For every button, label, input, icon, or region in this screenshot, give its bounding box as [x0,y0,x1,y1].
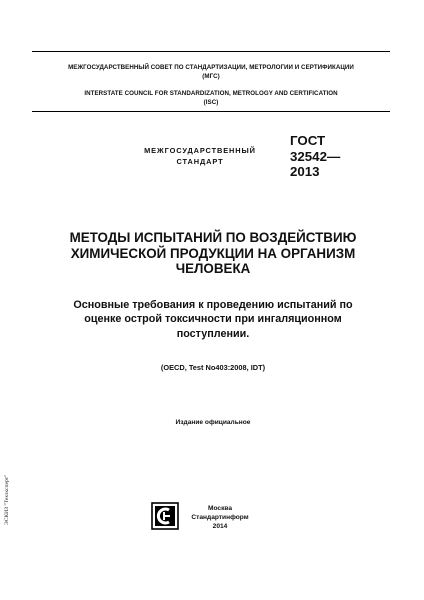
council-ru [32,63,390,81]
standard-label-line2: СТАНДАРТ [176,157,224,166]
side-watermark-note: ЭСКИЗ "Техэксперт" [4,474,10,525]
middle-rule [32,111,390,112]
standard-label-line1: МЕЖГОСУДАРСТВЕННЫЙ [144,146,256,155]
title-line1: МЕТОДЫ ИСПЫТАНИЙ ПО ВОЗДЕЙСТВИЮ [69,230,357,245]
oecd-reference: (OECD, Test No403:2008, IDT) [160,363,266,372]
publisher-year: 2014 [212,523,228,530]
council-ru-name: МЕЖГОСУДАРСТВЕННЫЙ СОВЕТ ПО СТАНДАРТИЗАЦИИ, МЕТРОЛОГИИ И СЕРТИФИКАЦИИ [68,64,354,71]
title-line3: ЧЕЛОВЕКА [175,261,251,276]
standard-label [120,145,280,167]
document-subtitle [28,298,398,341]
gost-line2: 32542— [290,148,341,164]
council-en-name: INTERSTATE COUNCIL FOR STANDARDIZATION, METROLOGY AND CERTIFICATION [84,90,338,97]
subtitle-line3: поступлении. [176,327,250,340]
title-line2: ХИМИЧЕСКОЙ ПРОДУКЦИИ НА ОРГАНИЗМ [70,245,356,261]
edition-note: Издание официальное [175,419,251,426]
gost-line3: 2013 [290,164,320,179]
council-en [32,89,390,107]
gost-line1: ГОСТ [290,133,326,148]
top-rule [32,51,390,52]
document-title [28,230,398,277]
publisher-city: Москва [207,505,233,512]
publisher-name: Стандартинформ [191,514,249,521]
subtitle-line1: Основные требования к проведению испытаний по [73,299,353,311]
standartinform-logo-icon [151,502,179,530]
publisher-block [190,504,250,531]
council-en-abbr: (ISC) [203,99,219,106]
council-ru-abbr: (МГС) [202,73,220,80]
subtitle-line2: оценке острой токсичности при ингаляционном [84,313,342,326]
gost-number [290,133,340,180]
